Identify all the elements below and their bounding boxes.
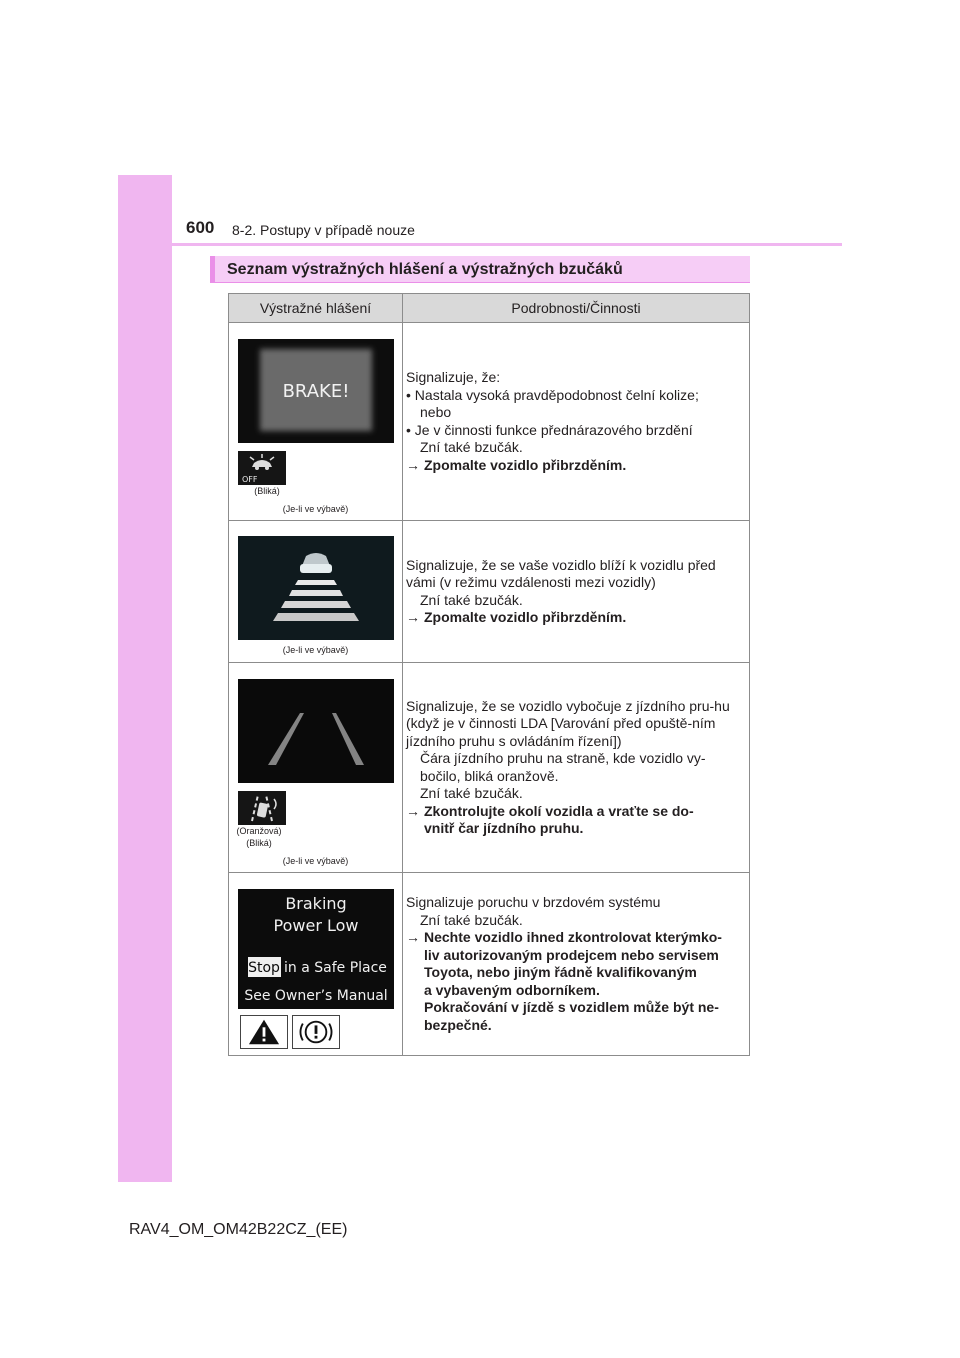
detail-text: Zní také bzučák.	[420, 785, 523, 801]
action-text: Pokračování v jízdě s vozidlem může být ne-	[424, 999, 719, 1015]
column-header-message: Výstražné hlášení	[229, 294, 403, 323]
action-line	[406, 803, 746, 821]
equipment-caption: (Je-li ve výbavě)	[282, 645, 349, 655]
lane-departure-icon	[238, 791, 286, 825]
arrow-icon: →	[406, 929, 420, 945]
action-text: Zpomalte vozidlo přibrzděním.	[424, 609, 627, 625]
display-stop-label: Stop	[248, 960, 280, 976]
display-line-owners-manual: See Owner’s Manual	[244, 988, 388, 1004]
message-cell	[229, 521, 403, 663]
action-text: Nechte vozidlo ihned zkontrolovat kterýmko-	[424, 929, 722, 945]
action-text: bezpečné.	[424, 1016, 492, 1033]
detail-bullet: • Nastala vysoká pravděpodobnost čelní kolize;	[406, 386, 699, 403]
detail-text: nebo	[420, 404, 452, 420]
action-text: Toyota, nebo jiným řádně kvalifikovaným	[424, 964, 697, 980]
detail-text: Zní také bzučák.	[420, 911, 523, 928]
detail-text: Signalizuje, že se vozidlo vybočuje z jízdního pru-hu (když je v činnosti LDA [Varování před opuště-ním jízdního pruhu s ovládáním řízení])	[406, 697, 730, 749]
pcs-off-icon	[238, 451, 286, 485]
detail-text: Signalizuje, že se vaše vozidlo blíží k vozidlu před vámi (v režimu vzdálenosti mezi vozidly)	[406, 556, 716, 590]
details-cell	[403, 323, 750, 521]
equipment-caption: (Je-li ve výbavě)	[282, 856, 349, 866]
column-header-details: Podrobnosti/Činnosti	[403, 294, 750, 323]
brake-display-image	[238, 339, 394, 443]
action-line	[406, 457, 746, 475]
detail-text: Signalizuje poruchu v brzdovém systému	[406, 894, 661, 910]
document-code: RAV4_OM_OM42B22CZ_(EE)	[129, 1221, 348, 1238]
action-line	[406, 929, 746, 947]
orange-caption: (Oranžová)	[236, 826, 282, 836]
detail-text: Čára jízdního pruhu na straně, kde vozidlo vy-bočilo, bliká oranžově.	[420, 750, 706, 784]
details-cell	[403, 873, 750, 1056]
action-line	[406, 609, 746, 627]
detail-text: Signalizuje, že:	[406, 369, 501, 385]
action-text: a vybaveným odborníkem.	[424, 981, 600, 998]
master-warning-icon	[240, 1015, 288, 1049]
message-cell	[229, 323, 403, 521]
chapter-title: 8-2. Postupy v případě nouze	[232, 222, 415, 238]
message-cell	[229, 873, 403, 1056]
pcs-off-label: OFF	[242, 475, 258, 484]
lane-departure-display-image	[238, 679, 394, 783]
details-cell	[403, 521, 750, 663]
arrow-icon: →	[406, 456, 420, 473]
blink-caption: (Bliká)	[254, 486, 280, 496]
arrow-icon: →	[406, 802, 420, 819]
warning-icons	[240, 1015, 401, 1049]
vehicle-distance-display-image	[238, 536, 394, 640]
action-text: Zkontrolujte okolí vozidla a vraťte se do-	[424, 802, 694, 819]
action-text: Zpomalte vozidlo přibrzděním.	[424, 456, 627, 473]
brake-warning-icon	[292, 1015, 340, 1049]
table-header-row	[229, 294, 750, 323]
detail-text: Zní také bzučák.	[420, 439, 523, 455]
header-rule	[172, 243, 842, 246]
display-line-braking: Braking	[285, 894, 347, 913]
display-line-power-low: Power Low	[273, 916, 359, 935]
equipment-caption: (Je-li ve výbavě)	[282, 504, 349, 514]
warning-table	[228, 293, 750, 1056]
arrow-icon: →	[406, 609, 420, 625]
action-text: vnitř čar jízdního pruhu.	[424, 820, 584, 836]
detail-bullet: • Je v činnosti funkce přednárazového brzdění	[406, 421, 693, 438]
action-text: liv autorizovaným prodejcem nebo servisem	[424, 946, 719, 963]
page-number: 600	[186, 218, 215, 237]
display-line-safe-place: in a Safe Place	[284, 960, 387, 976]
table-row	[229, 521, 750, 663]
blink-caption: (Bliká)	[246, 838, 272, 848]
braking-power-low-display-image	[238, 889, 394, 1009]
brake-display-text: BRAKE!	[282, 381, 350, 402]
message-cell	[229, 663, 403, 873]
details-cell	[403, 663, 750, 873]
table-row	[229, 323, 750, 521]
side-color-band	[118, 175, 172, 1182]
section-title: Seznam výstražných hlášení a výstražných bzučáků	[210, 256, 750, 283]
detail-text: Zní také bzučák.	[420, 591, 523, 608]
table-row	[229, 663, 750, 873]
table-row	[229, 873, 750, 1056]
